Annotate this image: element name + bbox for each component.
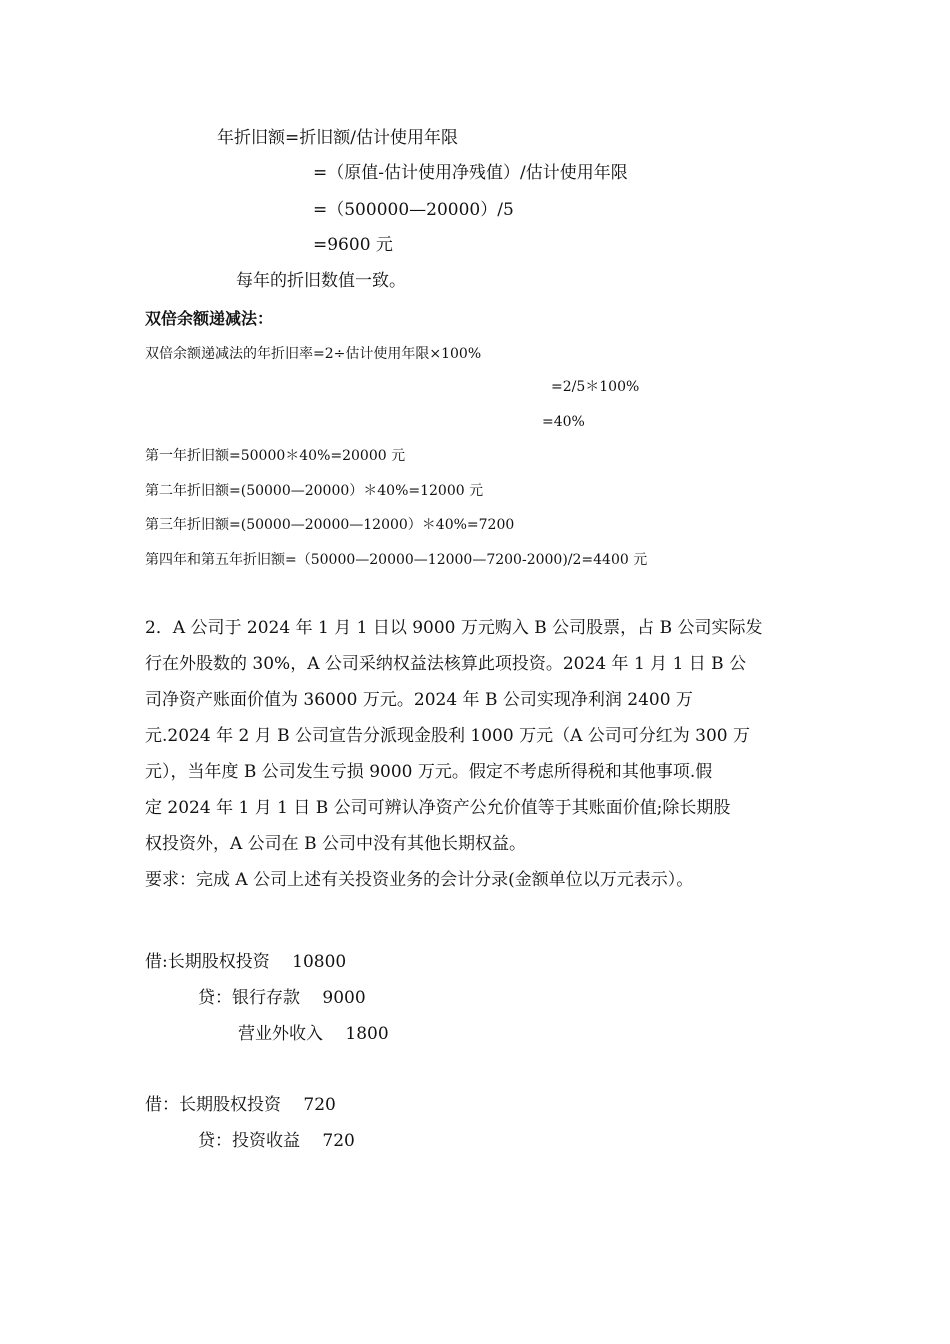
ddb-rate-formula: 双倍余额递减法的年折旧率=2÷估计使用年限×100% (145, 346, 482, 362)
ddb-heading: 双倍余额递减法： (145, 309, 274, 328)
ddb-year-2: 第二年折旧额=(50000—20000）＊40%=12000 元 (145, 483, 484, 499)
question-requirement: 要求：完成 A 公司上述有关投资业务的会计分录(金额单位以万元表示）。 (145, 870, 694, 890)
question-2 (145, 610, 810, 898)
question-line: 权投资外，A 公司在 B 公司中没有其他长期权益。 (145, 834, 526, 854)
question-line: 行在外股数的 30%，A 公司采纳权益法核算此项投资。2024 年 1 月 1 日 B 公 (145, 654, 747, 674)
question-line: 元），当年度 B 公司发生亏损 9000 万元。假定不考虑所得税和其他事项.假 (145, 762, 713, 782)
question-line: 2．A 公司于 2024 年 1 月 1 日以 9000 万元购入 B 公司股票，占 B 公司实际发 (145, 618, 763, 638)
entry-2-credit: 贷：投资收益 720 (198, 1131, 355, 1151)
ddb-year-4-5: 第四年和第五年折旧额=（50000—20000—12000—7200-2000)/2=4400 元 (145, 552, 648, 568)
ddb-year-3: 第三年折旧额=(50000—20000—12000）＊40%=7200 (145, 517, 515, 533)
formula-result: =9600 元 (313, 235, 393, 255)
entry-1-credit-bank: 贷：银行存款 9000 (198, 988, 366, 1008)
ddb-year-1: 第一年折旧额=50000＊40%=20000 元 (145, 448, 406, 464)
formula-step-2: =（500000—20000）/5 (313, 200, 514, 220)
annual-depreciation-formula: 年折旧额=折旧额/估计使用年限 (217, 128, 458, 148)
entry-2-debit: 借：长期股权投资 720 (145, 1095, 336, 1115)
question-line: 元.2024 年 2 月 B 公司宣告分派现金股利 1000 万元（A 公司可分红为 300 万 (145, 726, 751, 746)
entry-1-credit-income: 营业外收入 1800 (238, 1024, 389, 1044)
straight-line-note: 每年的折旧数值一致。 (236, 271, 406, 291)
formula-step-1: =（原值-估计使用净残值）/估计使用年限 (313, 163, 628, 183)
ddb-rate-result: =40% (542, 414, 585, 430)
question-line: 定 2024 年 1 月 1 日 B 公司可辨认净资产公允价值等于其账面价值;除长期股 (145, 798, 731, 818)
ddb-rate-step: =2/5＊100% (551, 379, 640, 395)
entry-1-debit: 借:长期股权投资 10800 (145, 952, 347, 972)
question-line: 司净资产账面价值为 36000 万元。2024 年 B 公司实现净利润 2400 万 (145, 690, 693, 710)
